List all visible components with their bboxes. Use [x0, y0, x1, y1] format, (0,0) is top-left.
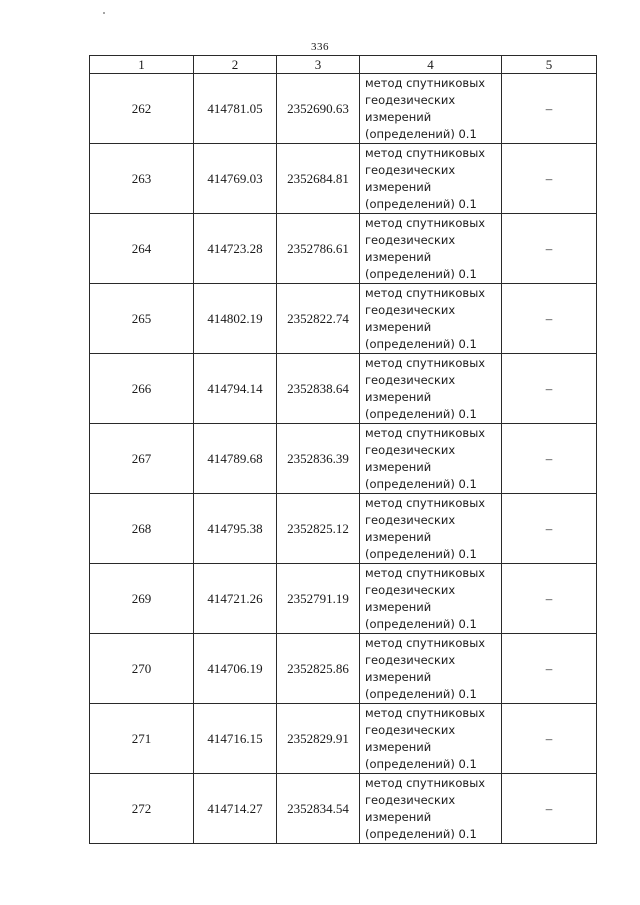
note-cell: –: [502, 424, 597, 494]
x-coordinate-cell: 414714.27: [194, 774, 277, 844]
note-cell: –: [502, 284, 597, 354]
note-cell: –: [502, 494, 597, 564]
method-cell: метод спутниковых геодезических измерений (определений) 0.1: [360, 74, 502, 144]
method-cell: метод спутниковых геодезических измерений (определений) 0.1: [360, 634, 502, 704]
column-header-2: 2: [194, 56, 277, 74]
y-coordinate-cell: 2352786.61: [277, 214, 360, 284]
point-number-cell: 262: [90, 74, 194, 144]
y-coordinate-cell: 2352825.86: [277, 634, 360, 704]
table-row: [90, 564, 597, 634]
table-row: [90, 494, 597, 564]
x-coordinate-cell: 414706.19: [194, 634, 277, 704]
method-cell: метод спутниковых геодезических измерений (определений) 0.1: [360, 564, 502, 634]
method-cell: метод спутниковых геодезических измерений (определений) 0.1: [360, 284, 502, 354]
point-number-cell: 271: [90, 704, 194, 774]
table-row: [90, 704, 597, 774]
table-row: [90, 424, 597, 494]
table-row: [90, 634, 597, 704]
table-row: [90, 144, 597, 214]
method-cell: метод спутниковых геодезических измерений (определений) 0.1: [360, 704, 502, 774]
x-coordinate-cell: 414795.38: [194, 494, 277, 564]
y-coordinate-cell: 2352684.81: [277, 144, 360, 214]
method-cell: метод спутниковых геодезических измерений (определений) 0.1: [360, 214, 502, 284]
x-coordinate-cell: 414802.19: [194, 284, 277, 354]
method-cell: метод спутниковых геодезических измерений (определений) 0.1: [360, 354, 502, 424]
note-cell: –: [502, 634, 597, 704]
table-row: [90, 774, 597, 844]
note-cell: –: [502, 214, 597, 284]
y-coordinate-cell: 2352838.64: [277, 354, 360, 424]
method-cell: метод спутниковых геодезических измерений (определений) 0.1: [360, 494, 502, 564]
column-header-3: 3: [277, 56, 360, 74]
point-number-cell: 265: [90, 284, 194, 354]
note-cell: –: [502, 564, 597, 634]
point-number-cell: 269: [90, 564, 194, 634]
y-coordinate-cell: 2352690.63: [277, 74, 360, 144]
method-cell: метод спутниковых геодезических измерений (определений) 0.1: [360, 424, 502, 494]
point-number-cell: 272: [90, 774, 194, 844]
x-coordinate-cell: 414789.68: [194, 424, 277, 494]
x-coordinate-cell: 414769.03: [194, 144, 277, 214]
note-cell: –: [502, 74, 597, 144]
page-number: 336: [311, 41, 329, 53]
y-coordinate-cell: 2352825.12: [277, 494, 360, 564]
x-coordinate-cell: 414794.14: [194, 354, 277, 424]
table-row: [90, 74, 597, 144]
y-coordinate-cell: 2352836.39: [277, 424, 360, 494]
note-cell: –: [502, 354, 597, 424]
y-coordinate-cell: 2352834.54: [277, 774, 360, 844]
column-header-5: 5: [502, 56, 597, 74]
y-coordinate-cell: 2352791.19: [277, 564, 360, 634]
point-number-cell: 264: [90, 214, 194, 284]
column-header-4: 4: [360, 56, 502, 74]
point-number-cell: 267: [90, 424, 194, 494]
coordinates-table: [89, 55, 597, 844]
note-cell: –: [502, 704, 597, 774]
point-number-cell: 263: [90, 144, 194, 214]
table-row: [90, 354, 597, 424]
x-coordinate-cell: 414716.15: [194, 704, 277, 774]
table-body: [90, 74, 597, 844]
column-header-1: 1: [90, 56, 194, 74]
note-cell: –: [502, 144, 597, 214]
x-coordinate-cell: 414781.05: [194, 74, 277, 144]
point-number-cell: 270: [90, 634, 194, 704]
point-number-cell: 268: [90, 494, 194, 564]
y-coordinate-cell: 2352822.74: [277, 284, 360, 354]
method-cell: метод спутниковых геодезических измерений (определений) 0.1: [360, 774, 502, 844]
scan-speck: [103, 12, 105, 14]
x-coordinate-cell: 414723.28: [194, 214, 277, 284]
table-row: [90, 214, 597, 284]
header-row: [90, 56, 597, 74]
table-row: [90, 284, 597, 354]
x-coordinate-cell: 414721.26: [194, 564, 277, 634]
method-cell: метод спутниковых геодезических измерений (определений) 0.1: [360, 144, 502, 214]
y-coordinate-cell: 2352829.91: [277, 704, 360, 774]
note-cell: –: [502, 774, 597, 844]
point-number-cell: 266: [90, 354, 194, 424]
